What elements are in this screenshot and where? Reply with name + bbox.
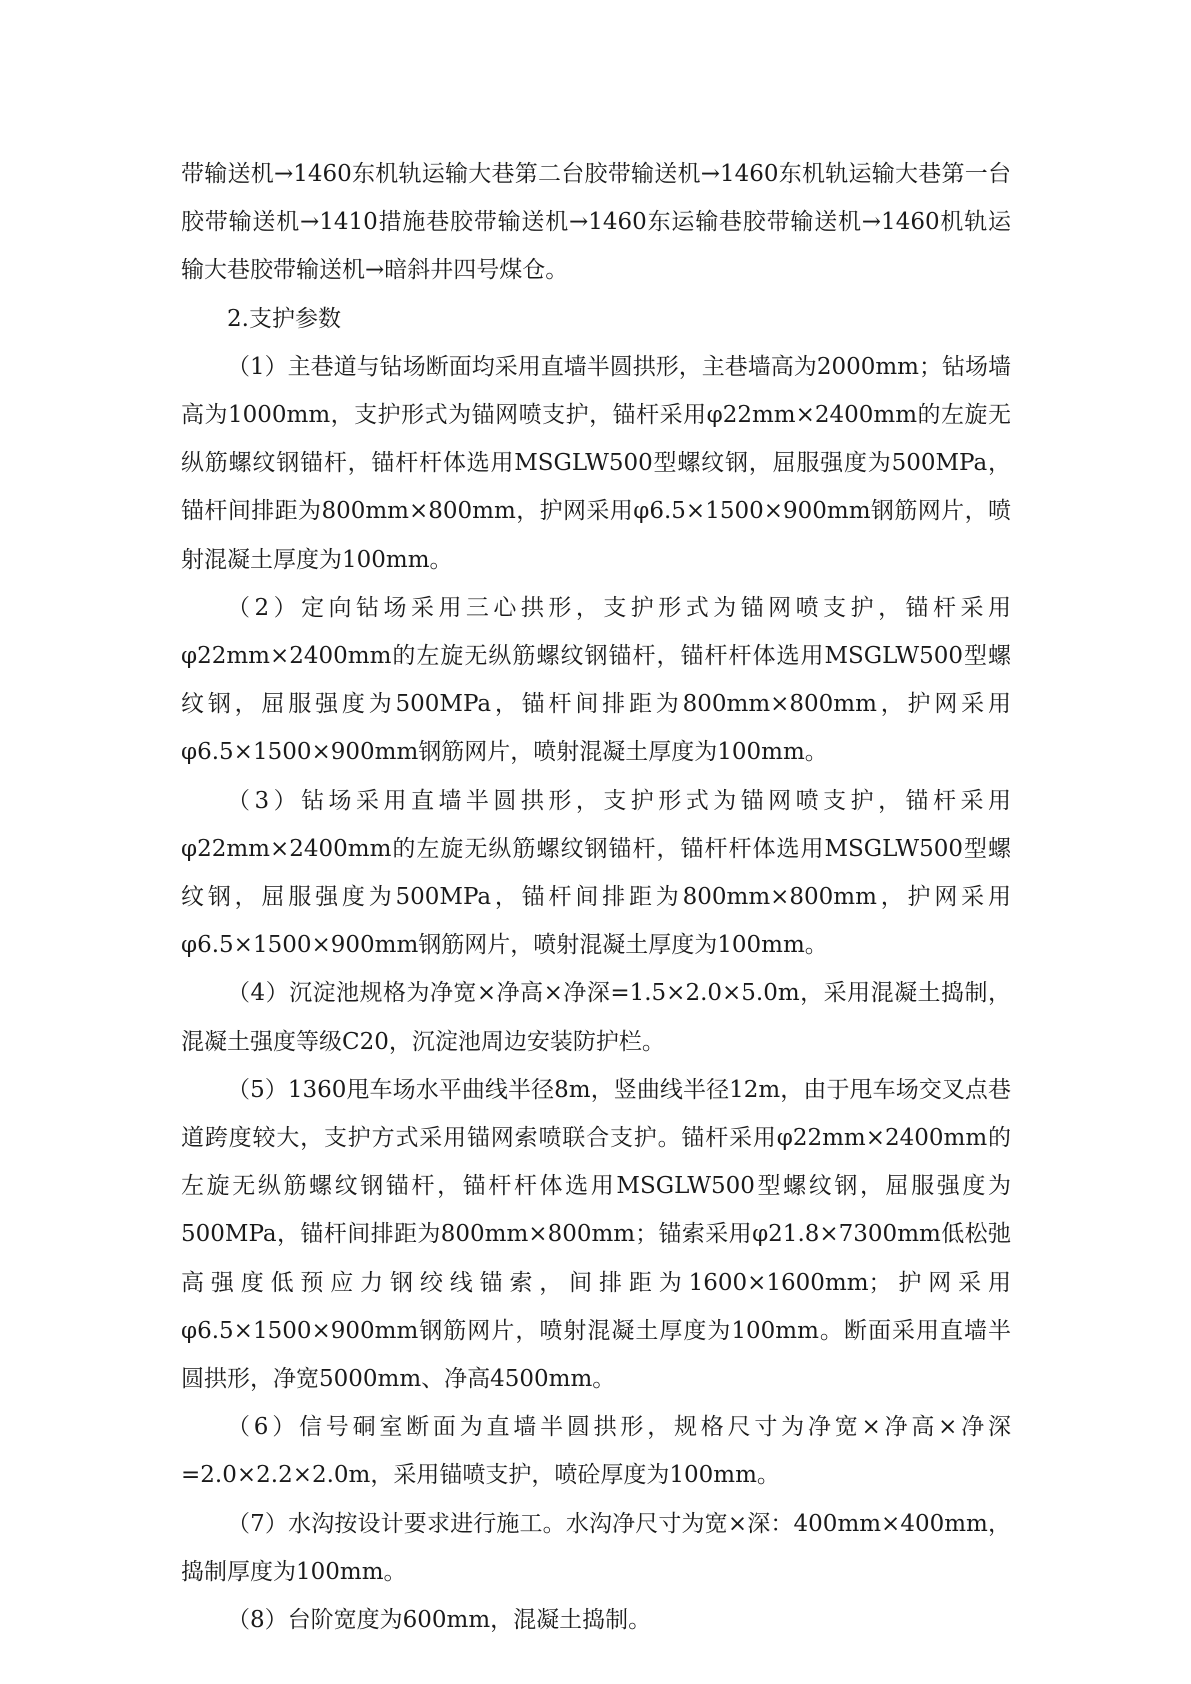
paragraph-item-3: （3）钻场采用直墙半圆拱形，支护形式为锚网喷支护，锚杆采用φ22mm×2400mm的左旋无纵筋螺纹钢锚杆，锚杆杆体选用MSGLW500型螺纹钢，屈服强度为500MPa，锚杆间排距为800mm×800mm，护网采用φ6.5×1500×900mm钢筋网片，喷射混凝土厚度为100mm。 [181,787,1011,959]
section-heading: 2.支护参数 [227,305,341,332]
document-body [181,150,1011,1644]
paragraph-item-4: （4）沉淀池规格为净宽×净高×净深=1.5×2.0×5.0m，采用混凝土捣制，混凝土强度等级C20，沉淀池周边安装防护栏。 [181,980,1011,1055]
paragraph-continuation: 带输送机→1460东机轨运输大巷第二台胶带输送机→1460东机轨运输大巷第一台胶带输送机→1410措施巷胶带输送机→1460东运输巷胶带输送机→1460机轨运输大巷胶带输送机→暗斜井四号煤仓。 [181,161,1011,284]
paragraph-item-7: （7）水沟按设计要求进行施工。水沟净尺寸为宽×深：400mm×400mm，捣制厚度为100mm。 [181,1510,1011,1585]
paragraph-item-5: （5）1360甩车场水平曲线半径8m，竖曲线半径12m，由于甩车场交叉点巷道跨度较大，支护方式采用锚网索喷联合支护。锚杆采用φ22mm×2400mm的左旋无纵筋螺纹钢锚杆，锚杆杆体选用MSGLW500型螺纹钢，屈服强度为500MPa，锚杆间排距为800mm×800mm；锚索采用φ21.8×7300mm低松弛高强度低预应力钢绞线锚索，间排距为1600×1600mm；护网采用φ6.5×1500×900mm钢筋网片，喷射混凝土厚度为100mm。断面采用直墙半圆拱形，净宽5000mm、净高4500mm。 [181,1076,1011,1393]
paragraph-item-2: （2）定向钻场采用三心拱形，支护形式为锚网喷支护，锚杆采用φ22mm×2400mm的左旋无纵筋螺纹钢锚杆，锚杆杆体选用MSGLW500型螺纹钢，屈服强度为500MPa，锚杆间排距为800mm×800mm，护网采用φ6.5×1500×900mm钢筋网片，喷射混凝土厚度为100mm。 [181,594,1011,766]
paragraph-item-1: （1）主巷道与钻场断面均采用直墙半圆拱形，主巷墙高为2000mm；钻场墙高为1000mm，支护形式为锚网喷支护，锚杆采用φ22mm×2400mm的左旋无纵筋螺纹钢锚杆，锚杆杆体选用MSGLW500型螺纹钢，屈服强度为500MPa，锚杆间排距为800mm×800mm，护网采用φ6.5×1500×900mm钢筋网片，喷射混凝土厚度为100mm。 [181,353,1011,573]
paragraph-item-6: （6）信号硐室断面为直墙半圆拱形，规格尺寸为净宽×净高×净深=2.0×2.2×2.0m，采用锚喷支护，喷砼厚度为100mm。 [181,1414,1011,1489]
paragraph-item-8: （8）台阶宽度为600mm，混凝土捣制。 [227,1607,652,1634]
